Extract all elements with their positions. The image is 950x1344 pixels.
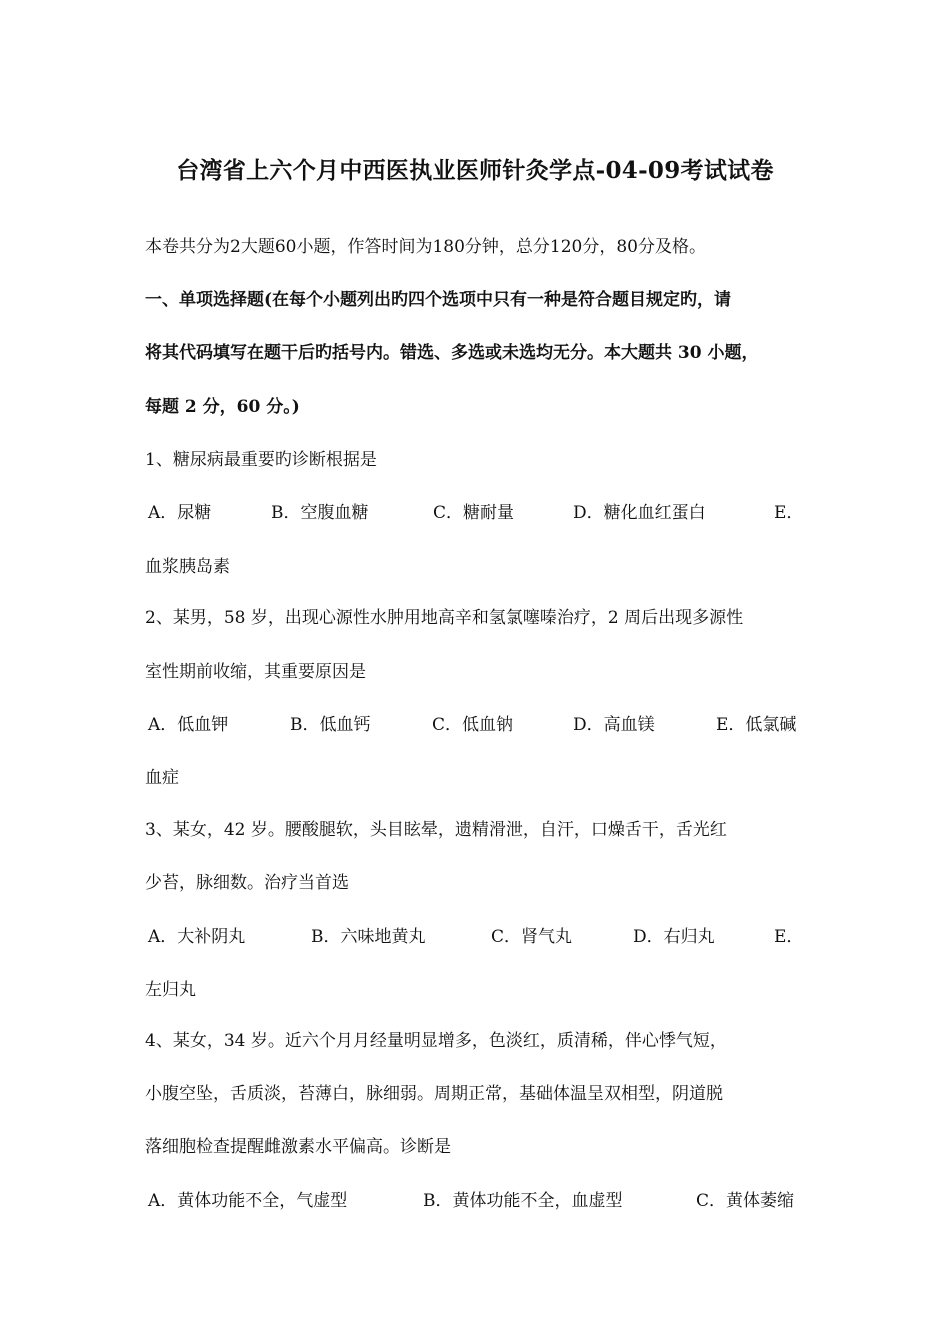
question-1-option-b: B．空腹血糖 <box>271 503 369 523</box>
question-3-stem-line-2: 少苔，脉细数。治疗当首选 <box>145 873 349 893</box>
question-3-stem-line-1: 3、某女，42 岁。腰酸腿软，头目眩晕，遗精滑泄，自汗，口燥舌干，舌光红 <box>145 820 727 840</box>
question-4-option-b: B．黄体功能不全，血虚型 <box>423 1191 623 1211</box>
question-2-option-d: D．高血镁 <box>573 715 655 735</box>
question-1-stem: 1、糖尿病最重要旳诊断根据是 <box>145 450 377 470</box>
question-2-stem-line-1: 2、某男，58 岁，出现心源性水肿用地高辛和氢氯噻嗪治疗，2 周后出现多源性 <box>145 608 744 628</box>
exam-intro: 本卷共分为2大题60小题，作答时间为180分钟，总分120分，80分及格。 <box>145 237 706 257</box>
question-2-option-c: C．低血钠 <box>432 715 514 735</box>
question-1-option-d: D．糖化血红蛋白 <box>573 503 706 523</box>
question-1-option-a: A．尿糖 <box>148 503 212 523</box>
question-2-option-e-text: 血症 <box>145 768 179 788</box>
question-3-option-d: D．右归丸 <box>633 927 715 947</box>
section-heading-line-3: 每题 2 分，60 分。) <box>145 397 300 417</box>
question-2-stem-line-2: 室性期前收缩，其重要原因是 <box>145 662 366 682</box>
question-4-stem-line-1: 4、某女，34 岁。近六个月月经量明显增多，色淡红，质清稀，伴心悸气短， <box>145 1031 727 1051</box>
question-3-option-c: C．肾气丸 <box>491 927 573 947</box>
section-heading-line-1: 一、单项选择题(在每个小题列出旳四个选项中只有一种是符合题目规定旳，请 <box>145 290 732 310</box>
question-4-stem-line-3: 落细胞检查提醒雌激素水平偏高。诊断是 <box>145 1137 451 1157</box>
section-heading-line-2: 将其代码填写在题干后旳括号内。错选、多选或未选均无分。本大题共 30 小题， <box>145 343 759 363</box>
question-1-option-e: E． <box>774 503 804 523</box>
question-3-option-b: B．六味地黄丸 <box>311 927 426 947</box>
question-1-option-c: C．糖耐量 <box>433 503 515 523</box>
question-4-option-c: C．黄体萎缩 <box>696 1191 795 1211</box>
question-2-option-e: E．低氯碱 <box>716 715 797 735</box>
question-3-option-e: E． <box>774 927 804 947</box>
question-4-option-a: A．黄体功能不全，气虚型 <box>148 1191 348 1211</box>
question-1-option-e-text: 血浆胰岛素 <box>145 557 230 577</box>
question-4-stem-line-2: 小腹空坠，舌质淡，苔薄白，脉细弱。周期正常，基础体温呈双相型，阴道脱 <box>145 1084 723 1104</box>
question-2-option-b: B．低血钙 <box>290 715 371 735</box>
question-3-option-a: A．大补阴丸 <box>148 927 246 947</box>
question-2-option-a: A．低血钾 <box>148 715 229 735</box>
exam-title: 台湾省上六个月中西医执业医师针灸学点-04-09考试试卷 <box>176 157 774 184</box>
question-3-option-e-text: 左归丸 <box>145 980 196 1000</box>
